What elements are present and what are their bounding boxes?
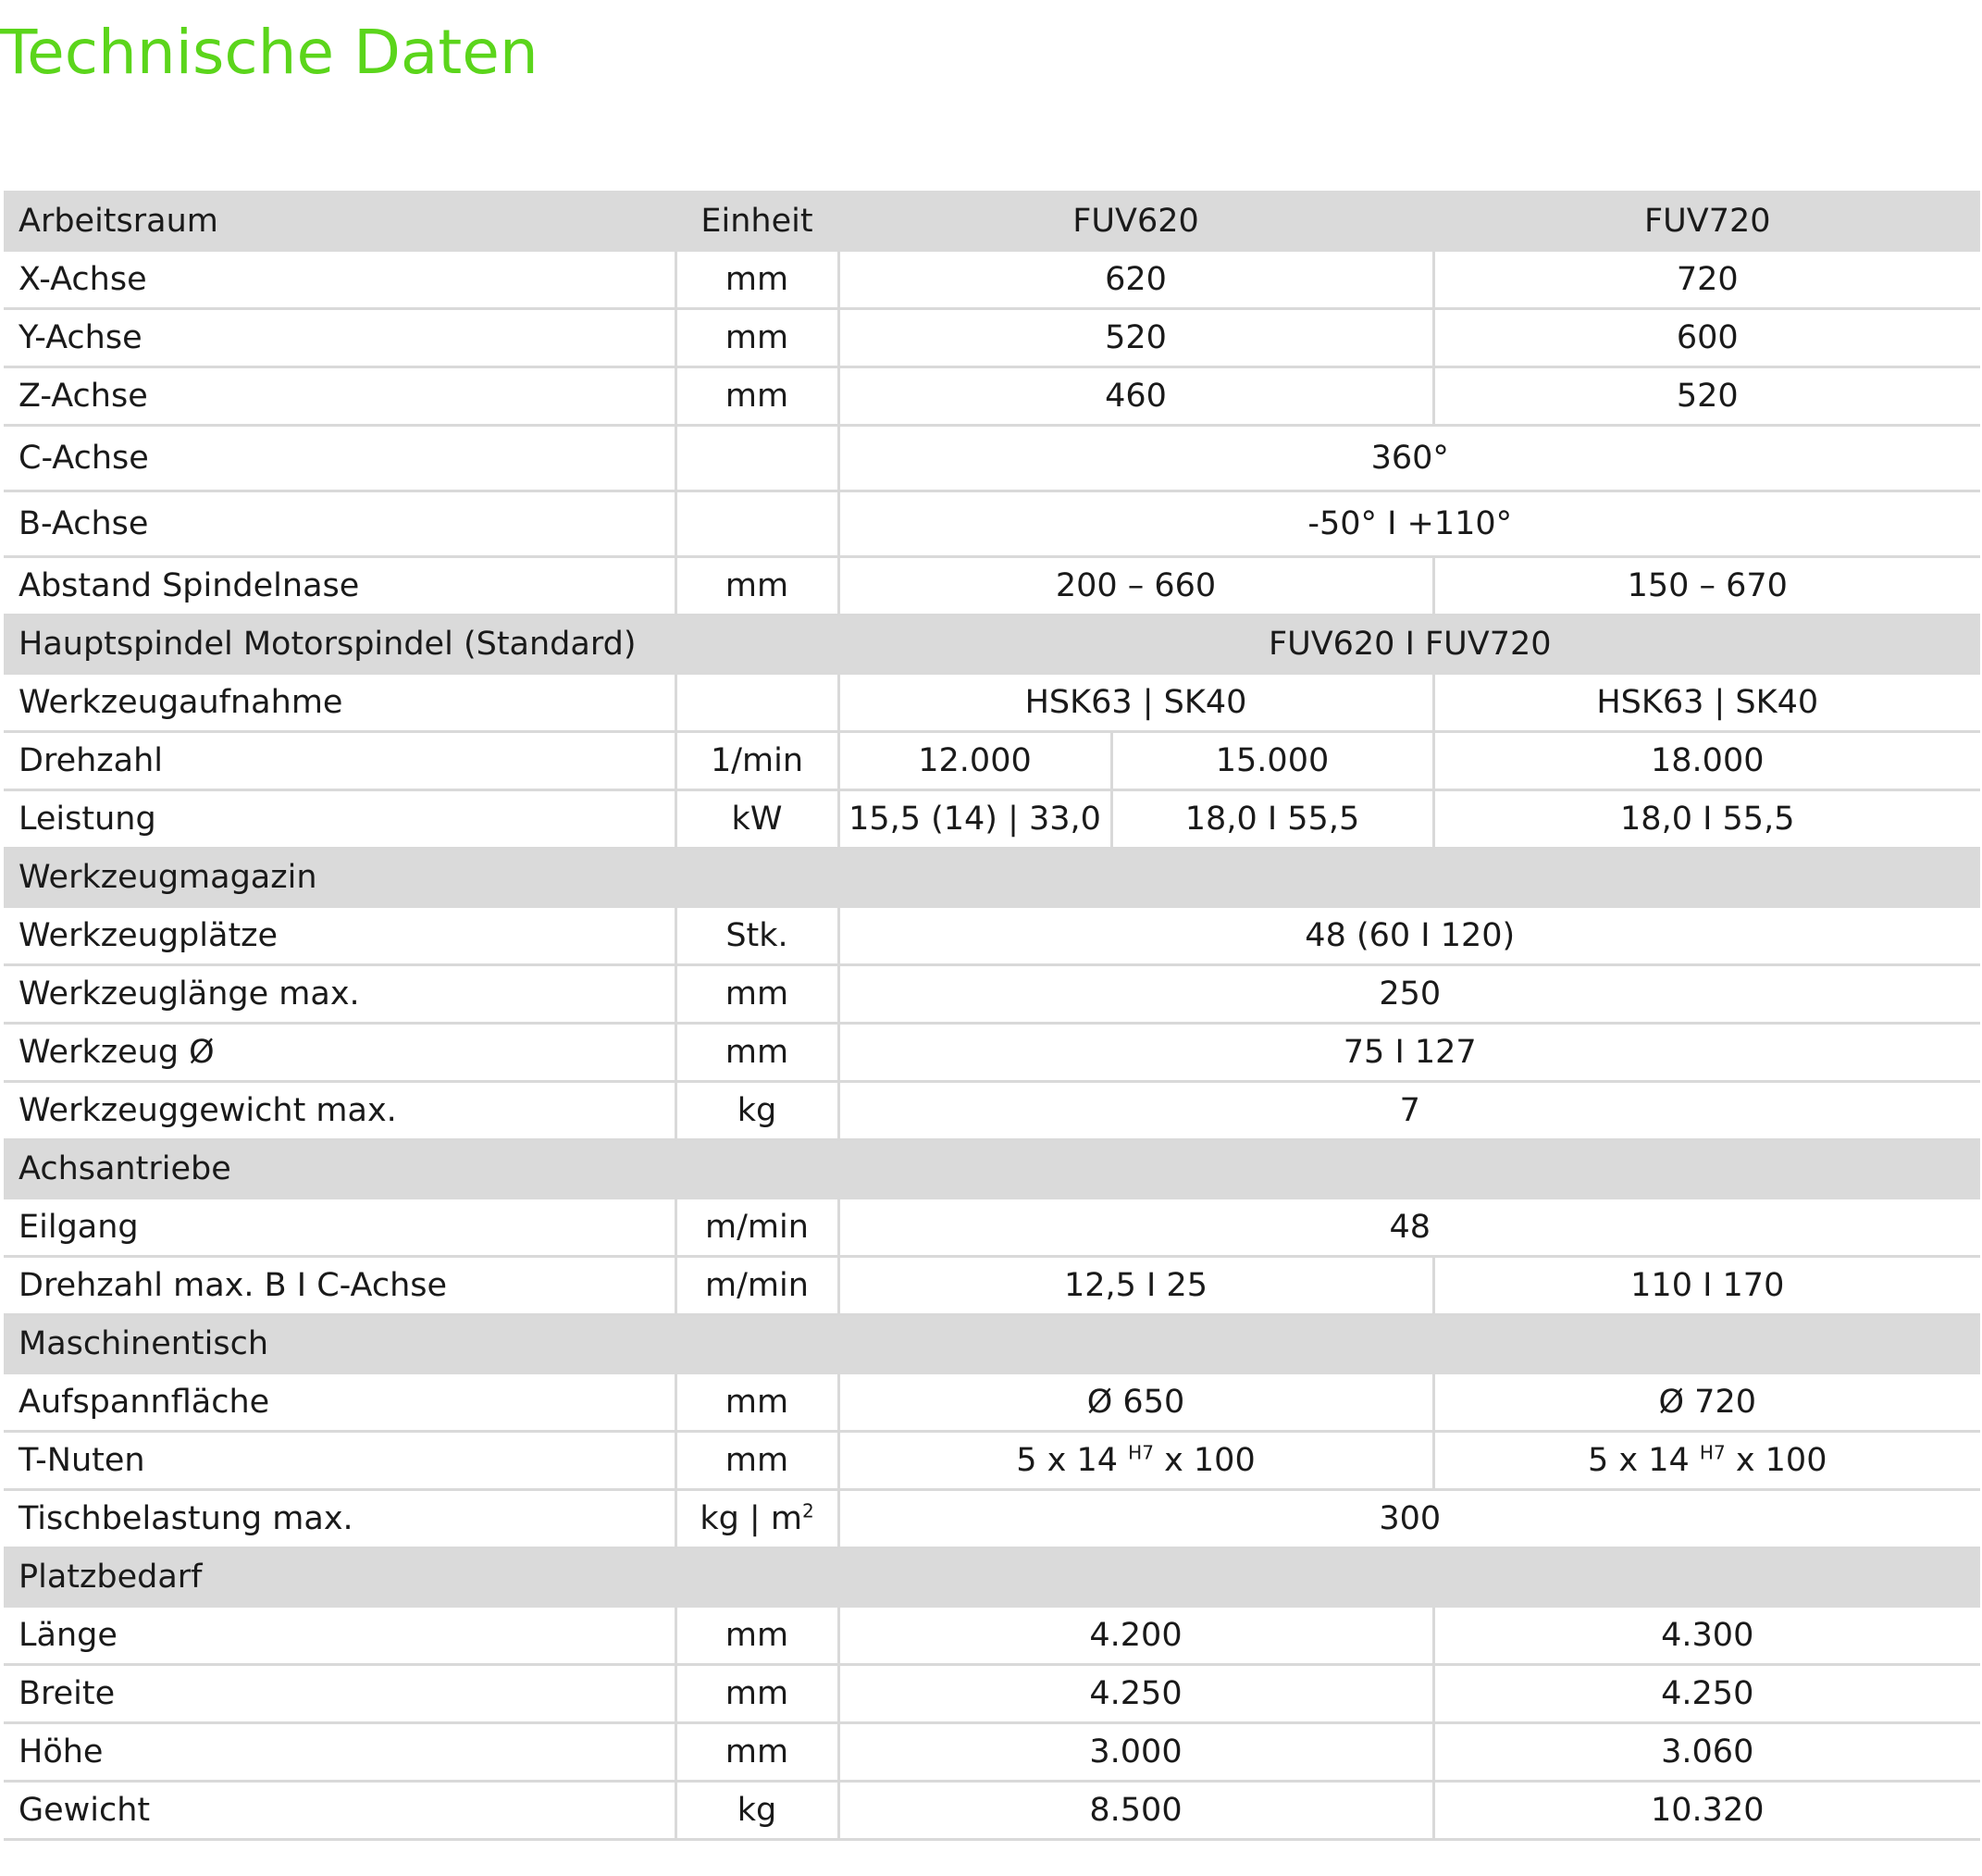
value-fuv620: 4.200 (838, 1607, 1433, 1665)
row-label: B-Achse (4, 491, 675, 557)
table-row (4, 1432, 1980, 1490)
value-fuv620 (838, 1432, 1433, 1490)
table-row (4, 1723, 1980, 1782)
table-row (4, 367, 1980, 426)
value-fuv720: 3.060 (1433, 1723, 1980, 1782)
row-unit: mm (675, 367, 838, 426)
table-row (4, 674, 1980, 732)
row-unit: mm (675, 1373, 838, 1432)
value-fuv720: 4.250 (1433, 1665, 1980, 1723)
table-row (4, 1199, 1980, 1257)
value-fuv720: 600 (1433, 309, 1980, 367)
value-fuv620-variant-2: 15.000 (1111, 732, 1433, 790)
value-fuv720: 4.300 (1433, 1607, 1980, 1665)
value-text: x 100 (1153, 1442, 1256, 1479)
row-unit: m/min (675, 1257, 838, 1315)
table-row (4, 1607, 1980, 1665)
row-label: Werkzeuggewicht max. (4, 1082, 675, 1140)
section-header-werkzeugmagazin (4, 849, 1980, 907)
table-row (4, 309, 1980, 367)
table-row (4, 907, 1980, 965)
section-header-arbeitsraum (4, 193, 1980, 251)
section-header-maschinentisch (4, 1315, 1980, 1373)
value-fuv720: HSK63 | SK40 (1433, 674, 1980, 732)
table-row (4, 1373, 1980, 1432)
spec-table (4, 191, 1980, 1841)
row-unit: mm (675, 1024, 838, 1082)
row-unit: kg (675, 1082, 838, 1140)
row-unit: mm (675, 965, 838, 1024)
row-label: Z-Achse (4, 367, 675, 426)
value-fuv720: 110 I 170 (1433, 1257, 1980, 1315)
row-label: Werkzeugplätze (4, 907, 675, 965)
row-label: Tischbelastung max. (4, 1490, 675, 1548)
value-text: x 100 (1725, 1442, 1827, 1479)
row-unit: Stk. (675, 907, 838, 965)
section-header-platzbedarf (4, 1548, 1980, 1607)
value-fuv720 (1433, 1432, 1980, 1490)
value-fuv620-variant-1: 15,5 (14) | 33,0 (838, 790, 1111, 849)
unit-text: kg | m (700, 1500, 802, 1537)
value-text: 5 x 14 (1016, 1442, 1129, 1479)
row-unit: 1/min (675, 732, 838, 790)
value-fuv620: 8.500 (838, 1782, 1433, 1840)
model-b-header: FUV720 (1433, 193, 1980, 251)
row-label: Drehzahl (4, 732, 675, 790)
value-fuv720: 720 (1433, 251, 1980, 309)
value-fuv620-variant-1: 12.000 (838, 732, 1111, 790)
value-fuv620: 4.250 (838, 1665, 1433, 1723)
tolerance-superscript: H7 (1128, 1441, 1154, 1464)
section-label: Platzbedarf (4, 1548, 1980, 1607)
value-shared: 48 (60 I 120) (838, 907, 1980, 965)
value-fuv620: 620 (838, 251, 1433, 309)
row-unit: mm (675, 557, 838, 615)
value-shared: 360° (838, 426, 1980, 491)
row-label: Eilgang (4, 1199, 675, 1257)
table-row (4, 491, 1980, 557)
row-label: Y-Achse (4, 309, 675, 367)
value-fuv720: 18,0 I 55,5 (1433, 790, 1980, 849)
section-header-achsantriebe (4, 1140, 1980, 1199)
row-label: Werkzeugaufnahme (4, 674, 675, 732)
row-unit: mm (675, 309, 838, 367)
value-shared: 48 (838, 1199, 1980, 1257)
row-label: Höhe (4, 1723, 675, 1782)
row-unit (675, 426, 838, 491)
row-unit: mm (675, 1665, 838, 1723)
row-label: Aufspannfläche (4, 1373, 675, 1432)
row-label: Werkzeuglänge max. (4, 965, 675, 1024)
table-row (4, 790, 1980, 849)
table-row (4, 1490, 1980, 1548)
value-shared: 7 (838, 1082, 1980, 1140)
row-unit: mm (675, 251, 838, 309)
table-row (4, 732, 1980, 790)
row-unit (675, 491, 838, 557)
model-a-header: FUV620 (838, 193, 1433, 251)
value-fuv620: Ø 650 (838, 1373, 1433, 1432)
section-models: FUV620 I FUV720 (838, 615, 1980, 674)
row-label: Drehzahl max. B I C-Achse (4, 1257, 675, 1315)
row-label: Länge (4, 1607, 675, 1665)
value-fuv620: 460 (838, 367, 1433, 426)
section-label: Arbeitsraum (4, 193, 675, 251)
row-label: Gewicht (4, 1782, 675, 1840)
row-unit: mm (675, 1723, 838, 1782)
value-fuv620: 520 (838, 309, 1433, 367)
value-shared: -50° I +110° (838, 491, 1980, 557)
section-header-hauptspindel (4, 615, 1980, 674)
row-unit: kg (675, 1782, 838, 1840)
page-title: Technische Daten (0, 17, 539, 88)
value-fuv620: 200 – 660 (838, 557, 1433, 615)
row-unit (675, 1490, 838, 1548)
row-label: C-Achse (4, 426, 675, 491)
unit-superscript: 2 (801, 1499, 814, 1522)
tolerance-superscript: H7 (1699, 1441, 1726, 1464)
value-fuv620: HSK63 | SK40 (838, 674, 1433, 732)
table-row (4, 251, 1980, 309)
table-row (4, 1082, 1980, 1140)
value-shared: 300 (838, 1490, 1980, 1548)
row-label: Abstand Spindelnase (4, 557, 675, 615)
table-row (4, 1782, 1980, 1840)
value-fuv720: 18.000 (1433, 732, 1980, 790)
section-label: Hauptspindel Motorspindel (Standard) (4, 615, 838, 674)
row-label: Breite (4, 1665, 675, 1723)
row-label: Werkzeug Ø (4, 1024, 675, 1082)
value-fuv620: 3.000 (838, 1723, 1433, 1782)
row-unit (675, 674, 838, 732)
unit-column-header: Einheit (675, 193, 838, 251)
row-unit: mm (675, 1432, 838, 1490)
table-row (4, 1665, 1980, 1723)
section-label: Maschinentisch (4, 1315, 1980, 1373)
value-text: 5 x 14 (1588, 1442, 1700, 1479)
value-fuv620: 12,5 I 25 (838, 1257, 1433, 1315)
value-fuv620-variant-2: 18,0 I 55,5 (1111, 790, 1433, 849)
row-unit: m/min (675, 1199, 838, 1257)
table-row (4, 1024, 1980, 1082)
row-unit: mm (675, 1607, 838, 1665)
row-label: Leistung (4, 790, 675, 849)
value-fuv720: Ø 720 (1433, 1373, 1980, 1432)
table-row (4, 557, 1980, 615)
row-label: T-Nuten (4, 1432, 675, 1490)
row-unit: kW (675, 790, 838, 849)
row-label: X-Achse (4, 251, 675, 309)
value-fuv720: 520 (1433, 367, 1980, 426)
value-fuv720: 150 – 670 (1433, 557, 1980, 615)
value-fuv720: 10.320 (1433, 1782, 1980, 1840)
section-label: Achsantriebe (4, 1140, 1980, 1199)
value-shared: 250 (838, 965, 1980, 1024)
table-row (4, 965, 1980, 1024)
table-row (4, 1257, 1980, 1315)
section-label: Werkzeugmagazin (4, 849, 1980, 907)
table-row (4, 426, 1980, 491)
value-shared: 75 I 127 (838, 1024, 1980, 1082)
